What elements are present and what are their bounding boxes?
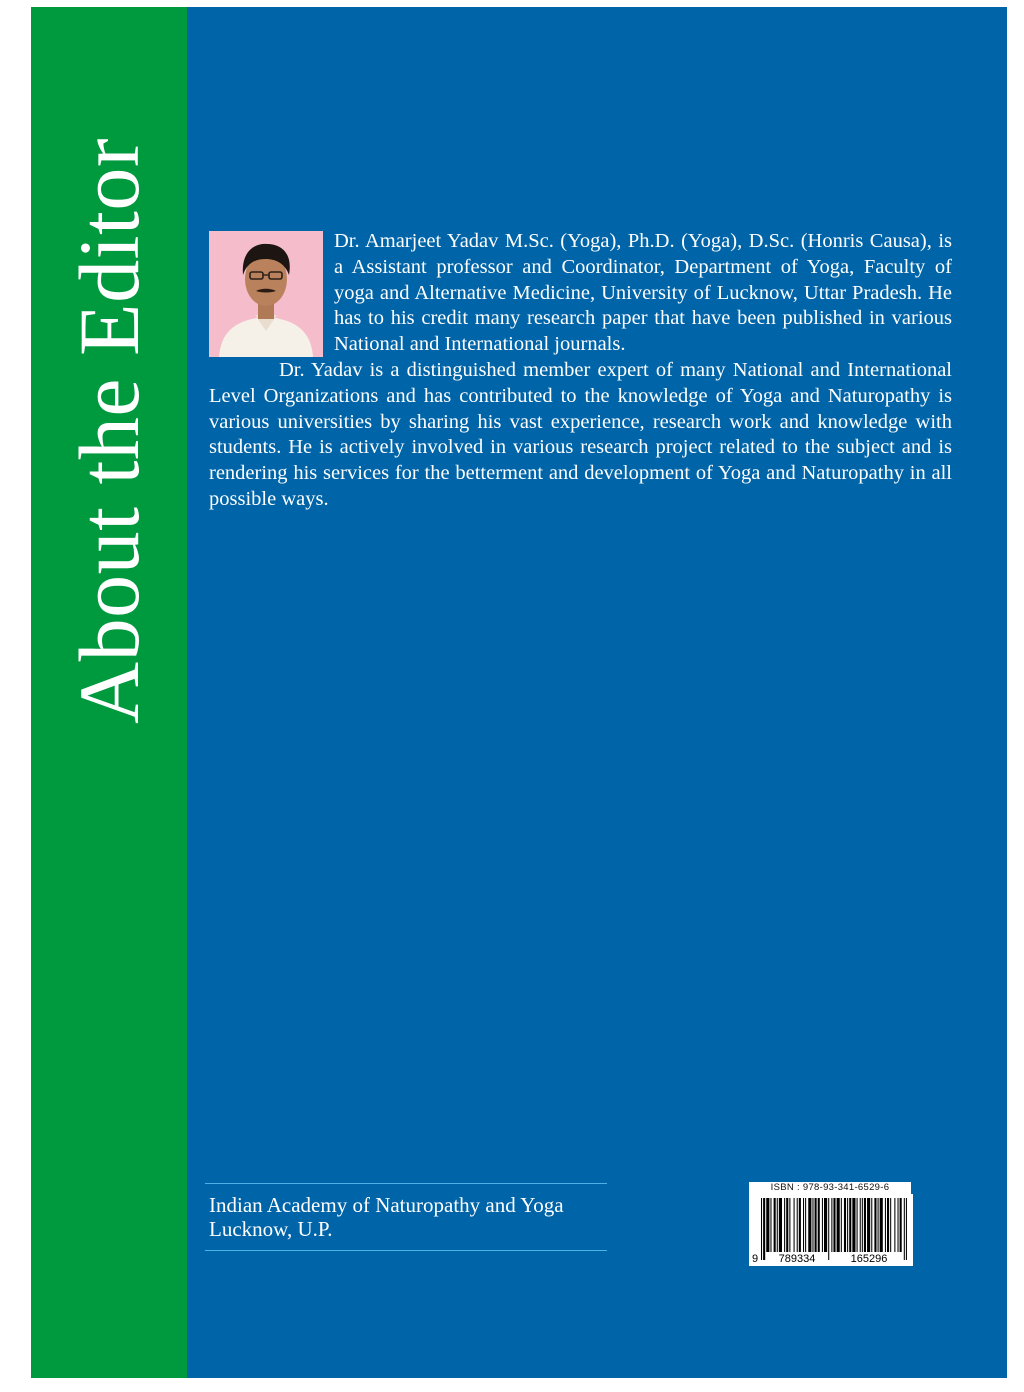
barcode-bar bbox=[844, 1198, 846, 1252]
barcode-bar bbox=[837, 1198, 840, 1252]
barcode-bar bbox=[812, 1198, 813, 1252]
barcode-bar bbox=[862, 1198, 863, 1252]
barcode-bar bbox=[864, 1198, 866, 1252]
barcode-bar bbox=[770, 1198, 771, 1252]
back-cover bbox=[31, 7, 1007, 1378]
barcode-bar bbox=[818, 1198, 820, 1252]
barcode-bar bbox=[898, 1198, 899, 1252]
barcode-bar bbox=[831, 1198, 832, 1252]
barcode-bar bbox=[860, 1198, 861, 1252]
barcode-bar bbox=[766, 1198, 769, 1252]
barcode-bar bbox=[904, 1198, 905, 1260]
barcode-bar bbox=[779, 1198, 782, 1252]
barcode-bar bbox=[867, 1198, 870, 1252]
barcode-bar bbox=[824, 1198, 827, 1252]
barcode-bar bbox=[894, 1198, 895, 1252]
barcode-bar bbox=[885, 1198, 886, 1252]
barcode-bar bbox=[774, 1198, 776, 1252]
barcode-bar bbox=[828, 1198, 829, 1260]
barcode-bar bbox=[890, 1198, 891, 1252]
barcode-bar bbox=[799, 1198, 801, 1252]
isbn-label: ISBN : 978-93-341-6529-6 bbox=[749, 1182, 911, 1194]
barcode-bar bbox=[878, 1198, 879, 1252]
barcode-bar bbox=[871, 1198, 872, 1252]
barcode-graphic bbox=[749, 1194, 913, 1266]
barcode-digits-right: 165296 bbox=[850, 1253, 888, 1265]
barcode-bar bbox=[822, 1198, 823, 1252]
barcode-bar bbox=[805, 1198, 806, 1252]
barcode-bar bbox=[857, 1198, 858, 1252]
barcode-bar bbox=[786, 1198, 788, 1252]
publisher-location: Lucknow, U.P. bbox=[209, 1217, 333, 1241]
spine-title: About the Editor bbox=[61, 137, 157, 725]
barcode-bar bbox=[797, 1198, 798, 1252]
barcode-bar bbox=[784, 1198, 785, 1252]
barcode-bar bbox=[833, 1198, 835, 1252]
barcode-bar bbox=[880, 1198, 883, 1252]
barcode-bar bbox=[887, 1198, 889, 1252]
editor-biography bbox=[209, 229, 952, 513]
barcode-digits-left: 789334 bbox=[778, 1253, 816, 1265]
bio-paragraph-2: Dr. Yadav is a distinguished member expert of many National and International Level Organizations and has contributed to the knowledge of Yoga and Naturopathy is various universities by sharing his vast experience, research work and knowledge with students. He is actively involved in various research project related to the subject and is rendering his services for the betterment and development of Yoga and Naturopathy in all possible ways. bbox=[209, 358, 952, 510]
barcode-bar bbox=[841, 1198, 842, 1252]
barcode-bar bbox=[803, 1198, 804, 1252]
publisher-name: Indian Academy of Naturopathy and Yoga bbox=[209, 1193, 564, 1217]
barcode-bar bbox=[763, 1198, 765, 1260]
spine-band bbox=[31, 7, 187, 1378]
barcode-bar bbox=[852, 1198, 855, 1252]
barcode-bar bbox=[789, 1198, 790, 1252]
barcode-bar bbox=[815, 1198, 817, 1252]
bio-paragraph-1: Dr. Amarjeet Yadav M.Sc. (Yoga), Ph.D. (Yoga), D.Sc. (Honris Causa), is a Assistant professor and Coordinator, Department of Yoga, Faculty of yoga and Alternative Medicine, University of Lucknow, Uttar Pradesh. He has to his credit many research paper that have been published in various National and International journals. bbox=[334, 230, 952, 356]
barcode-bar bbox=[847, 1198, 848, 1252]
barcode-bar bbox=[794, 1198, 795, 1252]
publisher-block bbox=[205, 1183, 607, 1251]
barcode-bar bbox=[808, 1198, 811, 1252]
barcode-bar bbox=[761, 1198, 762, 1260]
barcode-panel bbox=[749, 1194, 913, 1266]
barcode-bar bbox=[874, 1198, 876, 1252]
barcode-bar bbox=[849, 1198, 851, 1252]
barcode-bar bbox=[900, 1198, 902, 1252]
isbn-barcode bbox=[749, 1182, 913, 1267]
barcode-digit-first: 9 bbox=[752, 1253, 759, 1265]
barcode-bar bbox=[906, 1198, 907, 1260]
barcode-bar bbox=[777, 1198, 778, 1252]
